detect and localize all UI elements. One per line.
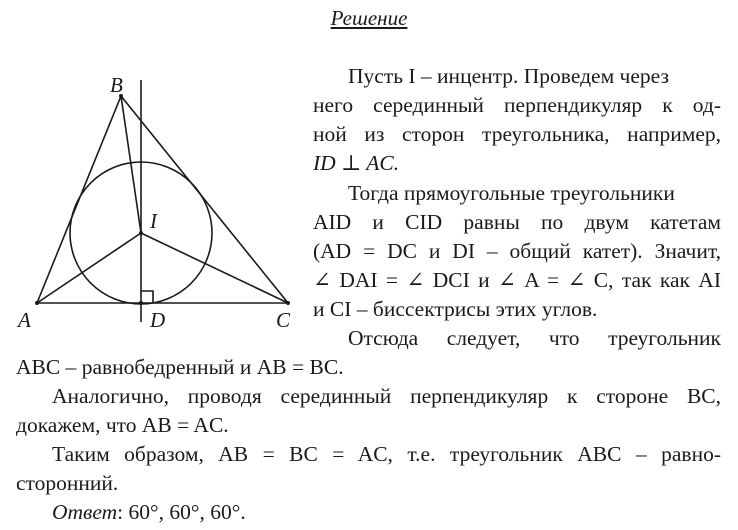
text-line-13: докажем, что AB = AC. bbox=[16, 413, 229, 437]
triangle-abc bbox=[37, 96, 288, 303]
text-line-8: ∠ DAI = ∠ DCI и ∠ A = ∠ C, так как AI bbox=[313, 268, 721, 292]
text-line-15: сторонний. bbox=[16, 471, 119, 495]
answer-label: Ответ bbox=[52, 500, 118, 524]
text-line-6: AID и CID равны по двум катетам bbox=[313, 210, 721, 234]
text-line-10: Отсюда следует, что треугольник bbox=[348, 326, 721, 350]
solution-heading: Решение bbox=[330, 6, 408, 30]
bisector-a bbox=[37, 233, 141, 303]
text-line-12: Аналогично, проводя серединный перпендикуляр к стороне BC, bbox=[52, 384, 721, 408]
text-line-7: (AD = DC и DI – общий катет). Значит, bbox=[313, 239, 721, 263]
text-line-3: ной из сторон треугольника, например, bbox=[313, 122, 721, 146]
text-line-9: и CI – биссектрисы этих углов. bbox=[313, 297, 598, 321]
bisector-c bbox=[141, 233, 288, 303]
text-line-5: Тогда прямоугольные треугольники bbox=[348, 181, 675, 205]
text-line-4: ID ⊥ AC. bbox=[313, 151, 400, 175]
vertex-label-a: A bbox=[18, 308, 31, 332]
point-label-d: D bbox=[150, 308, 166, 332]
vertex-label-b: B bbox=[110, 73, 123, 97]
triangle-figure bbox=[0, 60, 310, 340]
text-line-11: ABC – равнобедренный и AB = BC. bbox=[16, 355, 344, 379]
point-label-i: I bbox=[150, 209, 157, 233]
answer-line bbox=[52, 502, 246, 524]
text-line-14: Таким образом, AB = BC = AC, т.е. треугольник ABC – равно- bbox=[52, 442, 721, 466]
text-line-2: него серединный перпендикуляр к од- bbox=[313, 93, 721, 117]
answer-value: : 60°, 60°, 60°. bbox=[117, 500, 246, 524]
text-line-1: Пусть I – инцентр. Проведем через bbox=[348, 64, 669, 88]
vertex-label-c: C bbox=[276, 308, 291, 332]
right-angle-mark bbox=[141, 291, 153, 303]
